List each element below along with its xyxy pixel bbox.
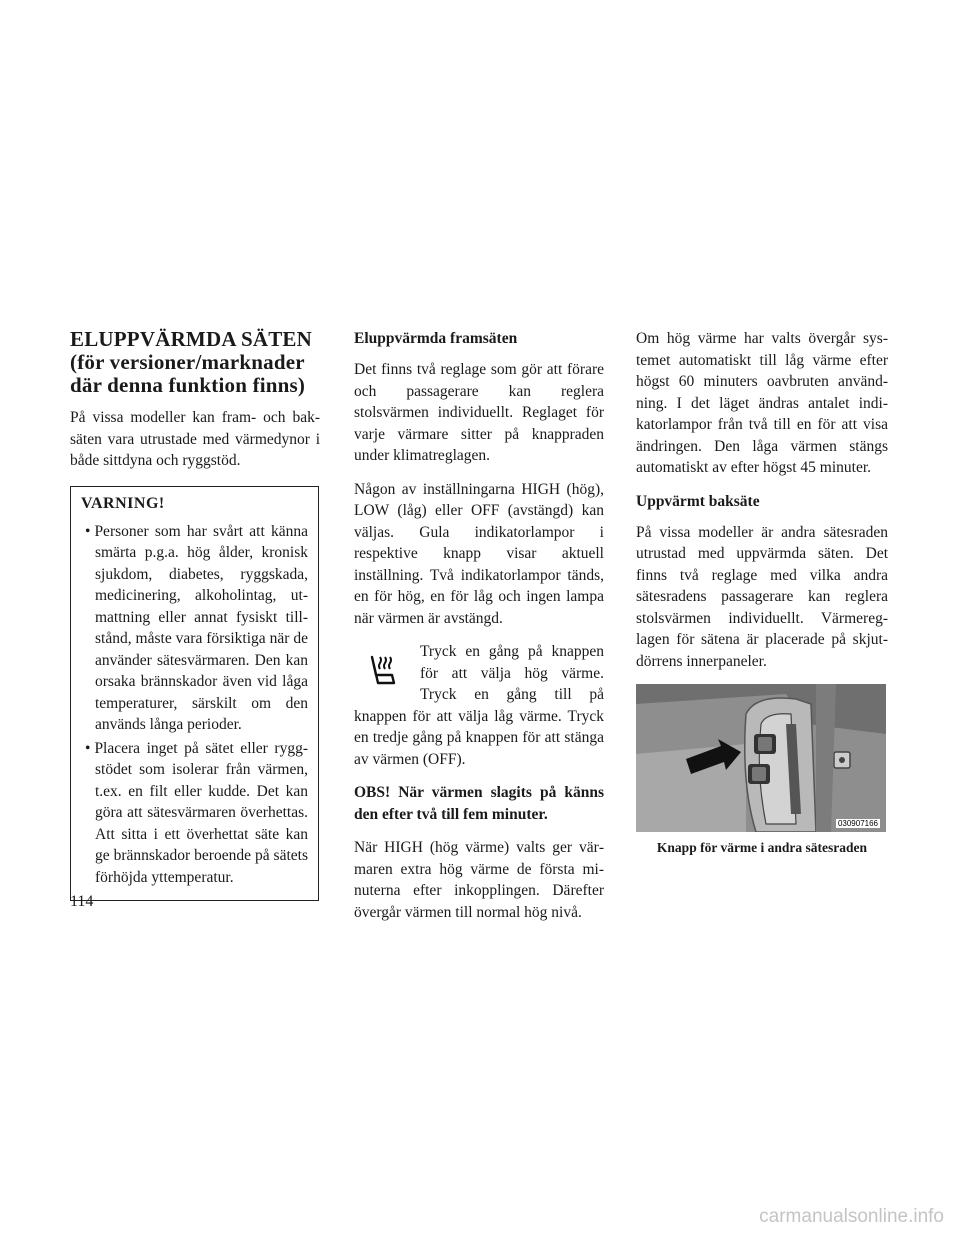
column-middle <box>354 328 604 935</box>
door-panel-figure <box>636 684 886 832</box>
paragraph: Om hög värme har valts övergår systemet automatiskt till låg värme efter högst 60 minuters oavbruten användning. I det läget ändras antalet indikatorlampor från två till en för att visa ändringen. Den låga värmen stängs automatiskt av efter högst 45 minuter. <box>636 330 888 476</box>
heated-seat-icon <box>364 653 400 689</box>
paragraph: På vissa modeller är andra sätesraden utrustad med uppvärmda säten. Det finns två reglage med vilka andra sätesradens passagerare kan reglera stolsvärmen individuellt. Värmereglagen för sätena är placerade på skjutdörrens innerpaneler. <box>636 523 888 670</box>
warning-box <box>70 486 319 902</box>
warning-list <box>81 521 308 889</box>
figure-caption: Knapp för värme i andra sätesraden <box>656 840 868 855</box>
rear-seat-subheading: Uppvärmt baksäte <box>636 492 760 510</box>
icon-paragraph <box>354 641 604 770</box>
note-paragraph: OBS! När värmen slagits på känns den efter två till fem minuter. <box>354 784 604 823</box>
column-right <box>636 328 888 856</box>
page-number: 114 <box>70 893 94 910</box>
front-seats-subheading: Eluppvärmda framsäten <box>354 330 518 347</box>
figure-code: 030907166 <box>837 819 878 828</box>
intro-paragraph: På vissa modeller kan fram- och baksäten vara utrustade med värmedynor i både sittdyna och ryggstöd. <box>70 409 320 469</box>
paragraph: Tryck en gång på knappen för att välja hög värme. Tryck en gång till på knappen för att välja låg värme. Tryck en tredje gång på knappen för att stänga av värmen (OFF). <box>354 643 604 768</box>
door-panel-illustration <box>636 684 886 832</box>
paragraph: Det finns två reglage som gör att förare och passagerare kan reglera stolsvärmen individuellt. Reglaget för varje värmare sitter på knappraden under klimatreglagen. <box>354 361 604 464</box>
warning-item: • Placera inget på sätet eller ryggstödet som isolerar från värmen, t.ex. en filt eller kudde. Det kan göra att sätesvärmaren överhettas. Att sitta i ett överhettat säte kan ge brännskador beroende på sätets förhöjda yttemperatur. <box>81 738 308 889</box>
warning-item: • Personer som har svårt att känna smärta p.g.a. hög ålder, kronisk sjukdom, diabetes, ryggskada, medicinering, alkoholintag, utmattning eller annat fysiskt tillstånd, måste vara försiktiga när de använder sätesvärmaren. Den kan orsaka brännskador även vid låga temperaturer, särskilt om den används långa perioder. <box>81 521 308 736</box>
section-heading: ELUPPVÄRMDA SÄTEN (för versioner/marknader där denna funktion finns) <box>70 327 312 397</box>
watermark: carmanualsonline.info <box>759 1206 944 1227</box>
paragraph: När HIGH (hög värme) valts ger värmaren extra hög värme de första minuterna efter inkopplingen. Därefter övergår värmen till normal hög nivå. <box>354 839 604 921</box>
paragraph: Någon av inställningarna HIGH (hög), LOW (låg) eller OFF (avstängd) kan väljas. Gula indikatorlampor i respektive knapp visar aktuell inställning. Två indikatorlampor tänds, en för hög, en för låg och ingen lampa när värmen är avstängd. <box>354 480 604 627</box>
warning-title: VARNING! <box>81 494 165 512</box>
column-left <box>70 328 320 901</box>
